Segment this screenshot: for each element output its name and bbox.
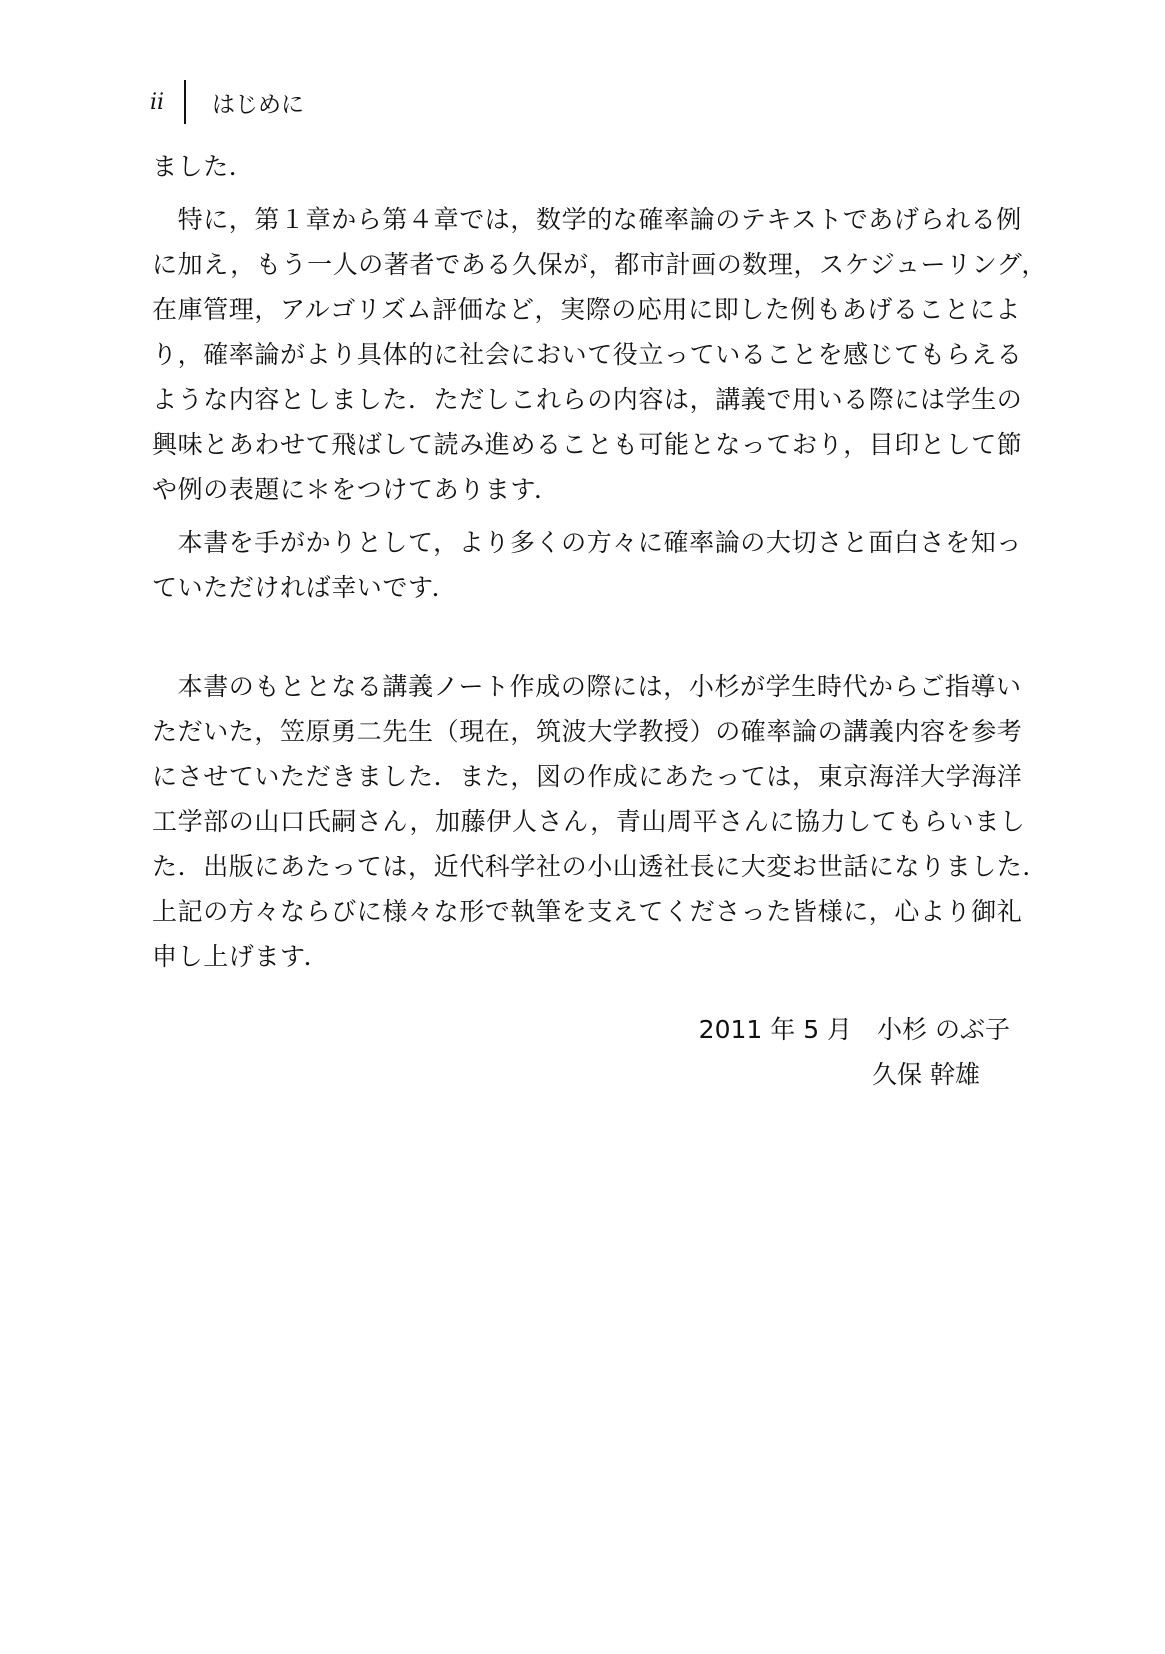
text-line: 上記の方々ならびに様々な形で執筆を支えてくださった皆様に，心より御礼 [152, 897, 1023, 926]
text-line: た．出版にあたっては，近代科学社の小山透社長に大変お世話になりました． [152, 852, 1049, 881]
signature-block [699, 1007, 1010, 1097]
text-line: ただいた，笠原勇二先生（現在，筑波大学教授）の確率論の講義内容を参考 [152, 717, 1023, 746]
text-line: 申し上げます． [152, 942, 330, 971]
text-line: ました． [152, 152, 255, 181]
body-text [152, 144, 1049, 979]
header-divider [184, 80, 186, 124]
text-line: 本書のもととなる講義ノート作成の際には，小杉が学生時代からご指導い [152, 672, 1022, 701]
paragraph-continuation [152, 144, 1022, 189]
text-line: ような内容としました．ただしこれらの内容は，講義で用いる際には学生の [152, 385, 1023, 414]
text-line: 特に，第１章から第４章では，数学的な確率論のテキストであげられる例 [152, 205, 1022, 234]
text-line: ていただければ幸いです． [152, 573, 458, 602]
page-header [150, 78, 304, 126]
text-line: 興味とあわせて飛ばして読み進めることも可能となっており，目印として節 [152, 430, 1023, 459]
paragraph-applications [152, 197, 1048, 512]
text-line: にさせていただきました．また，図の作成にあたっては，東京海洋大学海洋 [152, 762, 1023, 791]
signature-coauthor: 久保 幹雄 [872, 1060, 980, 1089]
running-title: はじめに [212, 91, 304, 118]
text-line: 工学部の山口氏嗣さん，加藤伊人さん，青山周平さんに協力してもらいまし [152, 807, 1026, 836]
text-line: や例の表題に＊をつけてあります． [152, 475, 560, 504]
text-line: 本書を手がかりとして，より多くの方々に確率論の大切さと面白さを知っ [152, 528, 1022, 557]
page-number: ii [150, 89, 165, 115]
text-line: 在庫管理，アルゴリズム評価など，実際の応用に即した例もあげることによ [152, 295, 1021, 324]
text-line: に加え，もう一人の著者である久保が，都市計画の数理，スケジューリング， [152, 250, 1048, 279]
signature-date-author: 2011 年 5 月 小杉 のぶ子 [698, 1015, 1010, 1044]
paragraph-acknowledgments [152, 664, 1049, 979]
text-line: り，確率論がより具体的に社会において役立っていることを感じてもらえる [152, 340, 1023, 369]
paragraph-hope [152, 520, 1022, 610]
